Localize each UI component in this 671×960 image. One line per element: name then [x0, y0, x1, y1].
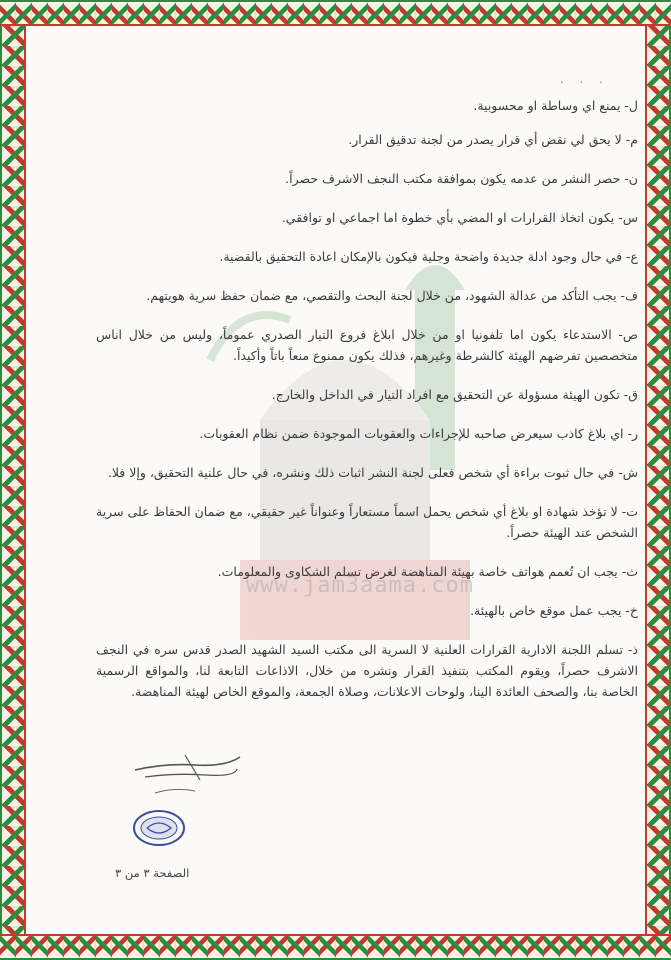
decorative-border-left [0, 26, 26, 934]
decorative-border-top [0, 0, 671, 26]
page-number: الصفحة ٣ من ٣ [115, 866, 190, 880]
clause-sin: س- يكون اتخاذ القرارات او المضي بأي خطوة اما اجماعي او توافقي. [281, 210, 638, 225]
page-dots: . . . [559, 72, 609, 86]
decorative-border-bottom [0, 934, 671, 960]
clause-qaf: ق- تكون الهيئة مسؤولة عن التحقيق مع افراد التيار في الداخل والخارج. [271, 387, 638, 402]
signature-image [125, 735, 245, 805]
clause-nun: ن- حصر النشر من عدمه يكون بموافقة مكتب النجف الاشرف حصراً. [285, 171, 638, 186]
clause-lam: ل- يمنع اي وساطة او محسوبية. [473, 98, 638, 113]
clause-ra: ر- اي بلاغ كاذب سيعرض صاحبه للإجراءات والعقوبات الموجودة ضمن نظام العقوبات. [199, 426, 638, 441]
official-stamp-image [131, 808, 187, 848]
clause-dhal: ذ- تسلم اللجنة الادارية القرارات العلنية لا السرية الى مكتب السيد الشهيد الصدر قدس سره في النجف الاشرف حصراً، ويقوم المكتب بتنفيذ القرار ونشره من خلال، الاذاعات التابعة لنا، والمواقع الرسمية الخاصة بنا، والصحف العائدة الينا، ولوحات الاعلانات، وصلاة الجمعة، والموقع الخاص لهيئة المناهضة. [96, 642, 638, 699]
clause-mim: م- لا يحق لي نقض أي قرار يصدر من لجنة تدقيق القرار. [348, 132, 638, 147]
clause-ayn: ع- في حال وجود ادلة جديدة واضحة وجلية فيكون بالإمكان اعادة التحقيق بالقضية. [219, 249, 638, 264]
clause-tha: ث- يجب ان تُعمم هواتف خاصة بهيئة المناهضة لغرض تسلم الشكاوى والمعلومات. [217, 564, 638, 579]
watermark-domain: www.jam3aama.com [246, 573, 474, 598]
clause-shin: ش- في حال ثبوت براءة أي شخص فعلى لجنة النشر اثبات ذلك ونشره، في حال علنية التحقيق، وإلا فلا. [107, 465, 638, 480]
document-body [96, 95, 638, 720]
decorative-border-right [645, 26, 671, 934]
clause-kha: خ- يجب عمل موقع خاص بالهيئة. [470, 603, 638, 618]
clause-ta: ت- لا تؤخذ شهادة او بلاغ أي شخص يحمل اسماً مستعاراً وعنواناً غير حقيقي، مع ضمان الحفاظ على سرية الشخص عند الهيئة حصراً. [96, 504, 638, 540]
clause-fa: ف- يجب التأكد من عدالة الشهود، من خلال لجنة البحث والتقصي، مع ضمان حفظ سرية هويتهم. [146, 288, 638, 303]
clause-sad: ص- الاستدعاء يكون اما تلفونيا او من خلال ابلاغ فروع التيار الصدري عموماً، وليس من خلال اناس متخصصين تفرضهم الهيئة كالشرطة وغيرهم، فذلك يكون ممنوع منعاً باتاً وأكيداً. [96, 327, 638, 363]
